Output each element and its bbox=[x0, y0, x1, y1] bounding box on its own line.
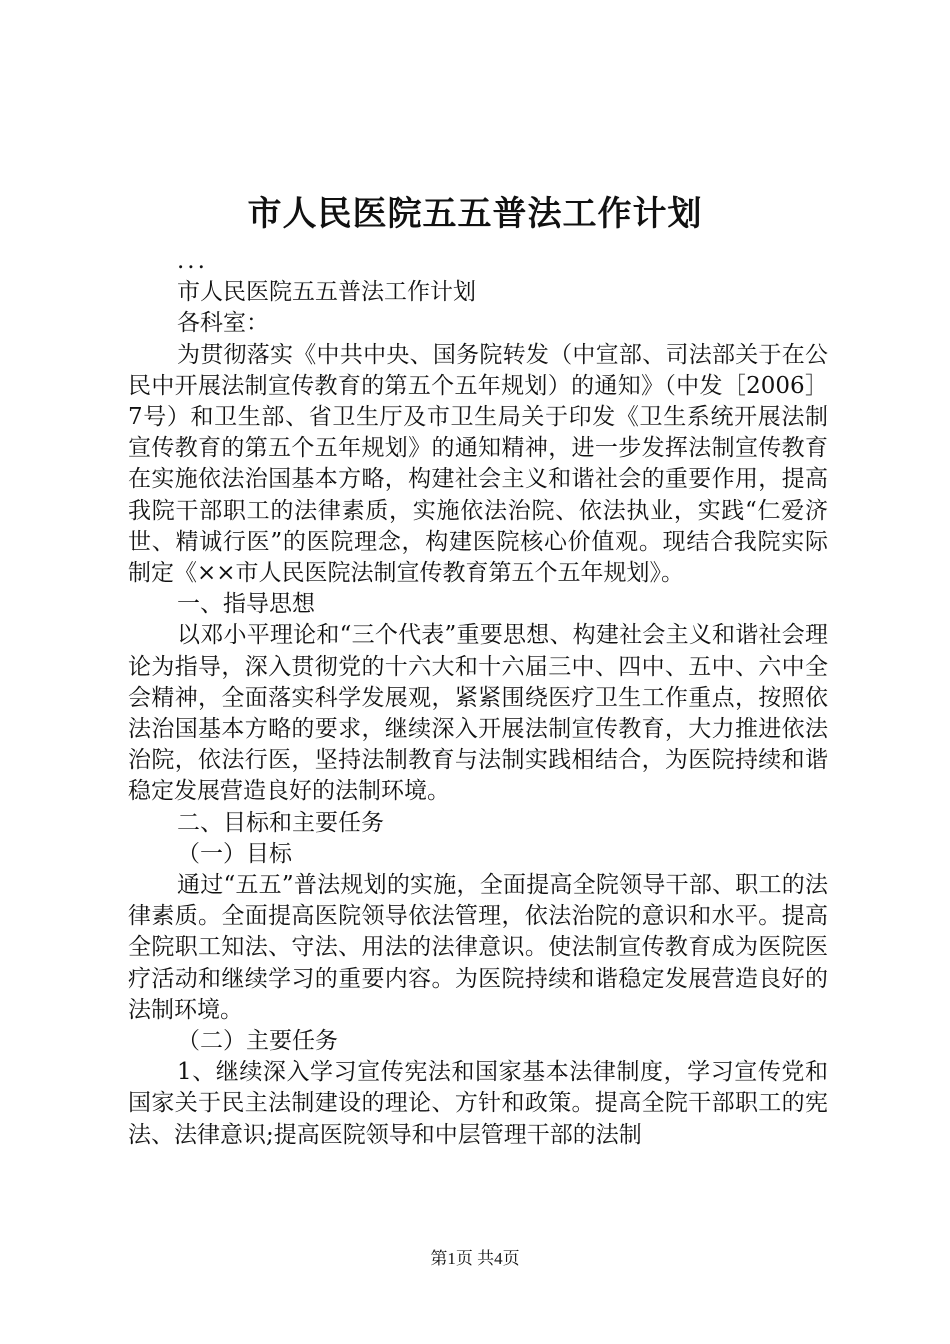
page-footer: 第1页 共4页 bbox=[430, 1249, 520, 1268]
guiding-ideology-paragraph: 以邓小平理论和“三个代表”重要思想、构建社会主义和谐社会理论为指导，深入贯彻党的十六大和十六届三中、四中、五中、六中全会精神，全面落实科学发展观，紧紧围绕医疗卫生工作重点，按照依法治国基本方略的要求，继续深入开展法制宣传教育，大力推进依法治院，依法行医，坚持法制教育与法制实践相结合，为医院持续和谐稳定发展营造良好的法制环境。 bbox=[128, 622, 828, 805]
section-heading-guiding-ideology: 一、指导思想 bbox=[177, 591, 315, 618]
section-heading-goals-tasks: 二、目标和主要任务 bbox=[177, 809, 384, 836]
document-title: 市人民医院五五普法工作计划 bbox=[247, 194, 703, 234]
ellipsis-line: ... bbox=[177, 248, 208, 274]
task-1-paragraph: 1、继续深入学习宣传宪法和国家基本法律制度，学习宣传党和国家关于民主法制建设的理论、方针和政策。提高全院干部职工的宪法、法律意识;提高医院领导和中层管理干部的法制 bbox=[128, 1059, 828, 1148]
document-body bbox=[128, 246, 828, 1151]
subheading-goals: （一）目标 bbox=[177, 840, 292, 867]
subtitle-line: 市人民医院五五普法工作计划 bbox=[177, 279, 476, 306]
salutation: 各科室： bbox=[177, 310, 269, 337]
subheading-main-tasks: （二）主要任务 bbox=[177, 1028, 338, 1055]
intro-paragraph: 为贯彻落实《中共中央、国务院转发（中宣部、司法部关于在公民中开展法制宣传教育的第五个五年规划）的通知》（中发［2006］7号）和卫生部、省卫生厅及市卫生局关于印发《卫生系统开展法制宣传教育的第五个五年规划》的通知精神，进一步发挥法制宣传教育在实施依法治国基本方略，构建社会主义和谐社会的重要作用，提高我院干部职工的法律素质，实施依法治院、依法执业，实践“仁爱济世、精诚行医”的医院理念，构建医院核心价值观。现结合我院实际制定《××市人民医院法制宣传教育第五个五年规划》。 bbox=[128, 341, 828, 587]
goals-paragraph: 通过“五五”普法规划的实施，全面提高全院领导干部、职工的法律素质。全面提高医院领导依法管理，依法治院的意识和水平。提高全院职工知法、守法、用法的法律意识。使法制宣传教育成为医院医疗活动和继续学习的重要内容。为医院持续和谐稳定发展营造良好的法制环境。 bbox=[128, 872, 828, 1023]
